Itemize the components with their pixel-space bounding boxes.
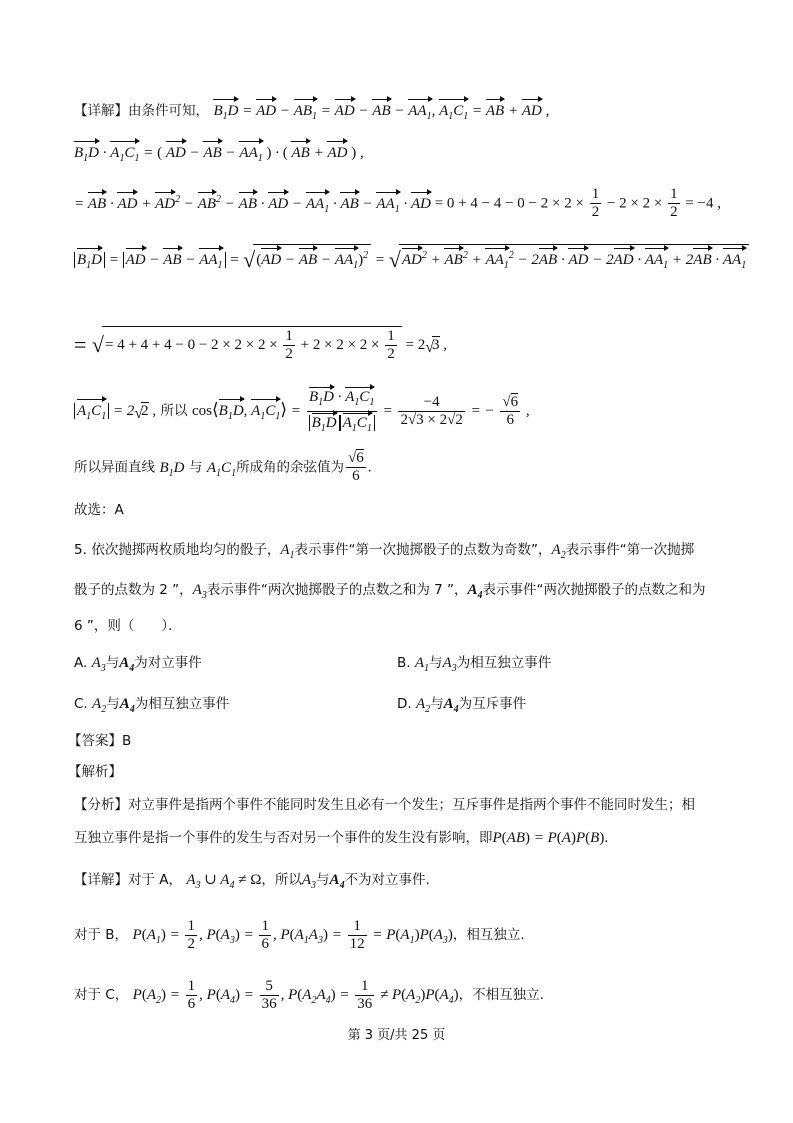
independence-formula: P(AB) = P(A)P(B) — [492, 830, 605, 846]
q5-line-3: 6 ”，则（ ）． — [74, 618, 182, 634]
event-a4: $A_4$ — [467, 582, 483, 601]
option-c-label: C. — [74, 696, 88, 712]
conclusion-suffix: 所成角的余弦值为 — [236, 459, 345, 476]
for-a-event-1: $A_3$ — [301, 872, 317, 891]
detail-label: 【详解】 — [74, 103, 128, 119]
modulus-a1c1: $A_1C_1 = 2√2$ , — [74, 403, 156, 419]
solution-line-2 — [74, 140, 364, 169]
for-a-end: 不为对立事件. — [344, 872, 430, 888]
option-b-mid: 与 — [429, 655, 443, 671]
conclusion-prefix: 所以异面直线 — [74, 459, 155, 476]
modulus-part-1: = 4 + 4 + 4 − 0 − 2 × 2 × 2 × — [104, 336, 282, 353]
analysis-label: 【解析】 — [68, 764, 122, 780]
for-b-formula: $P(A_1)$ = $\frac{1}{2}$ , $P(A_3)$ = $\frac{1}{6}$ , $P(A_1A_3)$ = $\frac{1}{12}$ = $P(A_1)P(A_3)$ — [132, 918, 453, 952]
detail-a-line — [74, 870, 430, 896]
modulus-radicand — [102, 326, 402, 363]
q5-number: 5. — [74, 542, 87, 558]
option-c-event-1: $A_2$ — [92, 696, 107, 715]
option-a-mid: 与 — [105, 655, 120, 671]
solution-line-7: 所以异面直线 $B_1D$ 与 $A_1C_1$所成角的余弦值为 $\frac{√6}{6}$ . — [74, 450, 372, 484]
cosine-formula: $\cos⟨B_1D$, $A_1C_1⟩$ = $\frac{B_1D \cdot A_1C_1}{B_1D A_1C_1}$ = $\frac{-4}{2√3 \times 2√2}$ = − $\frac{√6}{6}$ , — [192, 403, 530, 419]
modulus-part-2: + 2 × 2 × 2 × — [296, 336, 384, 353]
modulus-result: = 2 — [401, 336, 426, 353]
option-a-event-1: $A_3$ — [91, 655, 106, 674]
option-d-event-2: $A_4$ — [443, 696, 459, 715]
analysis-line-1 — [74, 795, 695, 815]
so-text: 所以 — [160, 402, 188, 419]
choice-line: 故选：A — [74, 502, 124, 518]
vector-eq-1: $B_1D$ = AD − $AB_1$ = AD − AB − $AA_1$, $A_1C_1$ = AB + AD , — [213, 103, 549, 119]
cosine-value: $\frac{√6}{6}$ — [348, 450, 364, 484]
for-c-formula: $P(A_2)$ = $\frac{1}{6}$ , $P(A_4)$ = $\frac{5}{36}$ , $P(A_2A_4)$ = $\frac{1}{36}$ ≠ $P(A_2)P(A_4)$ — [132, 978, 459, 1012]
option-a-text: 为对立事件 — [134, 655, 202, 671]
event-a2: $A_2$ — [551, 542, 566, 561]
detail-b-line — [74, 918, 525, 953]
fraction-half: $\frac{1}{2}$ — [670, 186, 678, 220]
expansion-result: = −4 , — [681, 195, 721, 212]
analysis-tag: 【分析】 — [74, 797, 128, 813]
analysis-text-2: 互独立事件是指一个事件的发生与否对另一个事件的发生没有影响，即 — [74, 830, 493, 846]
solution-line-5: = √= 4 + 4 + 4 − 0 − 2 × 2 × 2 × $\frac{1}{2}$ + 2 × 2 × 2 × $\frac{1}{2}$ = 2√3 , — [74, 328, 448, 362]
fraction-half: $\frac{1}{2}$ — [285, 328, 293, 362]
option-b-event-1: $A_1$ — [414, 655, 430, 674]
option-b-event-2: $A_3$ — [442, 655, 457, 674]
for-a-mid: 与 — [316, 872, 330, 888]
intro-text: 由条件可知， — [128, 103, 209, 119]
event-a1: $A_1$ — [280, 542, 295, 561]
q5-stem-2: 表示事件“第一次抛掷骰子的点数为奇数”， — [294, 542, 552, 558]
option-a-label: A. — [74, 655, 88, 671]
option-c-mid: 与 — [106, 696, 120, 712]
dot-product-setup: $B_1D \cdot A_1C_1$ = ( AD − AB − $AA_1$ ) · ( AB + AD ) , — [74, 145, 364, 161]
solution-line-3 — [74, 186, 721, 221]
option-d-label: D. — [397, 696, 412, 712]
q5-stem-1: 依次抛掷两枚质地均匀的骰子， — [91, 542, 281, 558]
detail-c-line — [74, 978, 544, 1013]
page-footer: 第 3 页/共 25 页 — [347, 1028, 446, 1043]
for-b-tail: ，相互独立. — [452, 926, 525, 943]
fraction-half: $\frac{1}{2}$ — [387, 328, 395, 362]
modulus-b1d: $B_1D$ = AD − AB − $AA_1 = √(AD$ − AB − $AA_1)^2 = √AD^2 + AB^2 + AA_1^2 - 2AB$ · AD − $2AD \cdot AA_1 + 2AB \cdot AA_1$ — [74, 252, 749, 268]
expansion-values: = 0 + 4 − 4 − 0 − 2 × 2 × — [434, 195, 588, 212]
for-c-label: 对于 C， — [74, 986, 129, 1003]
for-c-tail: ，不相互独立. — [458, 986, 544, 1003]
option-a[interactable] — [74, 653, 202, 679]
fraction-half: $\frac{1}{2}$ — [591, 186, 600, 220]
analysis-text-1: 对立事件是指两个事件不能同时发生且必有一个发生；互斥事件是指两个事件不能同时发生；相 — [128, 797, 695, 813]
q5-line-2 — [74, 580, 706, 606]
option-c-text: 为相互独立事件 — [134, 696, 230, 712]
detail-tag: 【详解】 — [74, 872, 128, 888]
sqrt3-value: 3 — [432, 336, 440, 353]
q5-stem-6: 表示事件“两次抛掷骰子的点数之和为 — [482, 582, 706, 598]
conclusion-mid: 与 — [188, 459, 203, 476]
for-b-label: 对于 B， — [74, 926, 129, 943]
option-a-event-2: $A_4$ — [119, 655, 135, 674]
solution-line-4 — [74, 244, 749, 276]
sqrt-sign: = √ — [74, 331, 104, 357]
answer-label: 【答案】B — [68, 733, 132, 749]
option-c-event-2: $A_4$ — [119, 696, 135, 715]
option-b-label: B. — [397, 655, 411, 671]
union-expression: $A_3$ ∪ $A_4 \ne \Omega$ — [186, 872, 262, 891]
expansion: = AB · AD + $AD^2 - AB^2$ − AB · AD − $AA_1$ · AB − $AA_1$ · AD — [74, 196, 435, 212]
option-c[interactable] — [74, 694, 229, 720]
q5-stem-3: 表示事件“第一次抛掷 — [565, 542, 695, 558]
analysis-line-2: 互独立事件是指一个事件的发生与否对另一个事件的发生没有影响，即P(AB) = P(A)P(B). — [74, 830, 609, 846]
expansion-values-2: − 2 × 2 × — [603, 195, 667, 212]
option-b[interactable] — [397, 653, 551, 679]
line-b1d: $B_1D$ — [159, 459, 185, 479]
q5-stem-4: 骰子的点数为 2 ”， — [74, 582, 193, 598]
event-a3: $A_3$ — [192, 582, 207, 601]
option-b-text: 为相互独立事件 — [456, 655, 552, 671]
line-a1c1: $A_1C_1$ — [206, 459, 237, 479]
q5-line-1 — [74, 540, 694, 566]
option-d-text: 为互斥事件 — [458, 696, 527, 712]
for-a-event-2: $A_4$ — [329, 872, 345, 891]
for-a-tail: ，所以 — [261, 872, 302, 888]
q5-stem-5: 表示事件“两次抛掷骰子的点数之和为 7 ”， — [206, 582, 468, 598]
option-d-mid: 与 — [430, 696, 444, 712]
solution-line-6 — [74, 386, 530, 437]
for-a-label: 对于 A， — [128, 872, 183, 888]
option-d[interactable] — [397, 694, 526, 720]
solution-line-1 — [74, 98, 549, 127]
option-d-event-1: $A_2$ — [415, 696, 431, 715]
